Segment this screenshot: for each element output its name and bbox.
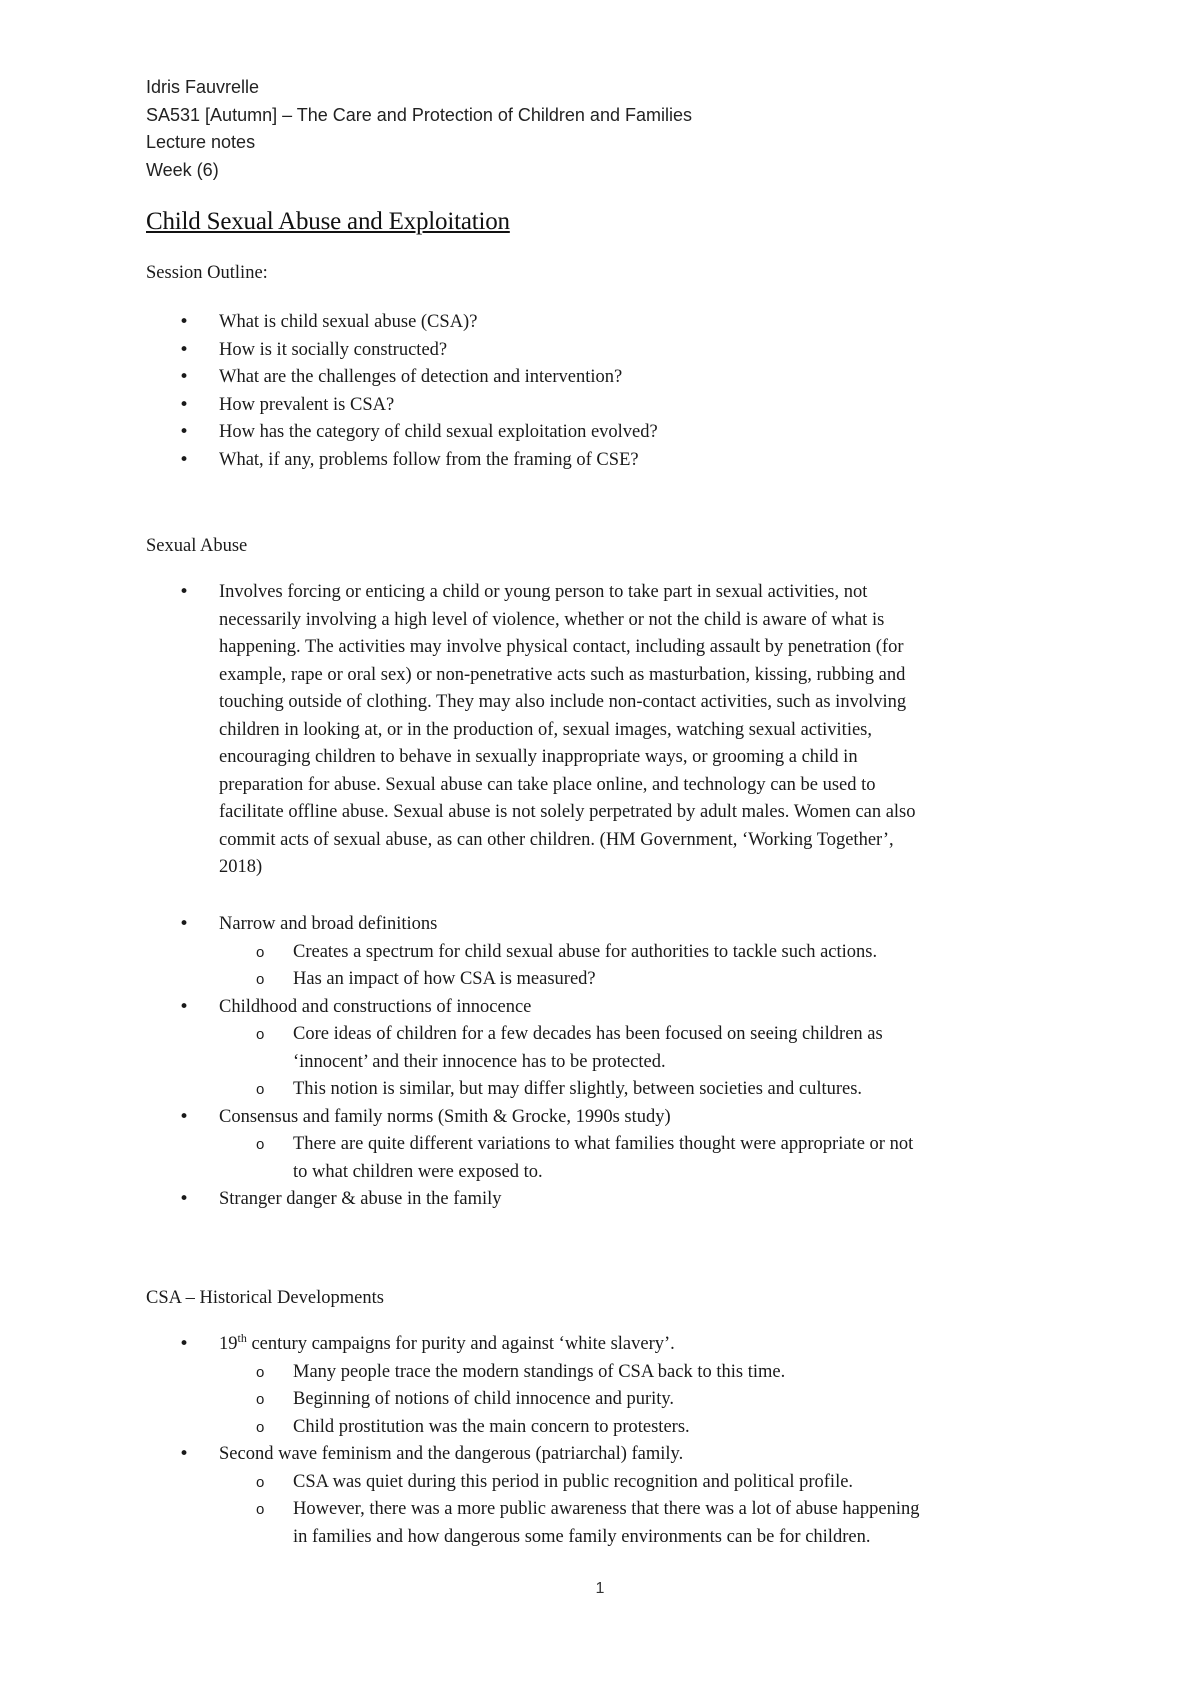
century-number: 19 [219,1334,238,1354]
page-number: 1 [595,1580,605,1597]
sub-list-item: o This notion is similar, but may differ slightly, between societies and cultures. [146,1076,913,1104]
list-item: • How prevalent is CSA? [146,392,658,420]
paragraph-line: example, rape or oral sex) or non-penetrative acts such as masturbation, kissing, rubbing and [219,664,906,685]
list-item: • Stranger danger & abuse in the family [146,1186,913,1214]
paragraph-line: facilitate offline abuse. Sexual abuse is not solely perpetrated by adult males. Women can also [219,802,916,822]
bullet-icon: • [179,582,190,602]
document-type: Lecture notes [146,132,256,152]
list-item: • What are the challenges of detection and intervention? [146,364,658,392]
week-label: Week (6) [146,159,219,180]
document-header [146,74,692,184]
sub-list-item: o CSA was quiet during this period in public recognition and political profile. [146,1469,919,1497]
list-item: • What, if any, problems follow from the framing of CSE? [146,447,658,475]
list-item [146,1331,919,1359]
sub-list-item: o Core ideas of children for a few decades has been focused on seeing children as [146,1021,913,1049]
list-item: • Consensus and family norms (Smith & Grocke, 1990s study) [146,1104,913,1132]
sub-list-item: o However, there was a more public awareness that there was a lot of abuse happening [146,1496,919,1524]
paragraph-line: children in looking at, or in the production of, sexual images, watching sexual activities, [219,719,872,740]
list-item: • How is it socially constructed? [146,337,658,365]
sexual-abuse-points [146,911,913,1214]
paragraph-line: necessarily involving a high level of violence, whether or not the child is aware of what is [219,609,885,630]
course-title: SA531 [Autumn] – The Care and Protection of Children and Families [146,104,692,125]
list-item: • Second wave feminism and the dangerous (patriarchal) family. [146,1441,919,1469]
outline-heading: Session Outline: [146,263,268,283]
sub-list-item: o Beginning of notions of child innocence and purity. [146,1386,919,1414]
paragraph-line: encouraging children to behave in sexually inappropriate ways, or grooming a child in [219,747,858,767]
list-item: • Childhood and constructions of innocence [146,994,913,1022]
page-title: Child Sexual Abuse and Exploitation [146,208,510,235]
paragraph-line: 2018) [219,857,263,877]
sub-list-item: o Has an impact of how CSA is measured? [146,966,913,994]
sub-list-item: o Many people trace the modern standings of CSA back to this time. [146,1359,919,1387]
paragraph-line: happening. The activities may involve physical contact, including assault by penetration (for [219,637,904,657]
outline-list [146,309,658,474]
ordinal-suffix: th [237,1330,247,1345]
sub-list-item-continuation: to what children were exposed to. [293,1161,543,1182]
paragraph-line: Involves forcing or enticing a child or young person to take part in sexual activities, not [219,582,868,602]
list-item: • How has the category of child sexual exploitation evolved? [146,419,658,447]
paragraph-line: preparation for abuse. Sexual abuse can take place online, and technology can be used to [219,774,876,795]
sub-list-item: o There are quite different variations to what families thought were appropriate or not [146,1131,913,1159]
definition-lines [219,579,1069,882]
sub-list-item: o Creates a spectrum for child sexual abuse for authorities to tackle such actions. [146,939,913,967]
list-item: • Narrow and broad definitions [146,911,913,939]
sub-list-item-continuation: in families and how dangerous some family environments can be for children. [293,1526,871,1547]
definition-paragraph [179,579,1069,882]
history-heading: CSA – Historical Developments [146,1288,384,1308]
paragraph-line: commit acts of sexual abuse, as can other children. (HM Government, ‘Working Together’, [219,829,894,850]
sub-list-item-continuation: ‘innocent’ and their innocence has to be protected. [293,1051,666,1072]
sexual-abuse-heading: Sexual Abuse [146,536,248,556]
list-item: • What is child sexual abuse (CSA)? [146,309,658,337]
sub-list-item: o Child prostitution was the main concern to protesters. [146,1414,919,1442]
paragraph-line: touching outside of clothing. They may also include non-contact activities, such as involving [219,692,907,712]
list-item-text: century campaigns for purity and against ‘white slavery’. [246,1334,675,1354]
history-points [146,1331,919,1551]
author-name: Idris Fauvrelle [146,77,260,97]
